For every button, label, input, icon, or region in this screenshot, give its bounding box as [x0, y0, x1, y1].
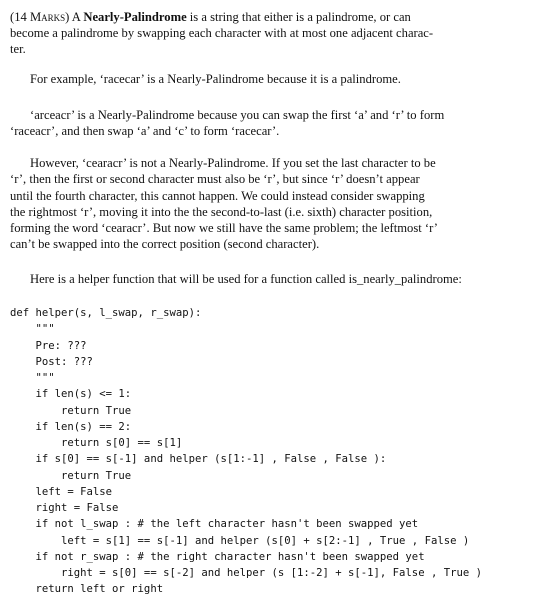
- code-line: if not r_swap : # the right character hasn't been swapped yet: [10, 550, 425, 563]
- helper-intro: Here is a helper function that will be used for a function called is_nearly_palindrome:: [30, 272, 462, 286]
- term-nearly-palindrome: Nearly-Palindrome: [83, 10, 187, 24]
- example-racecar: For example, ‘racecar’ is a Nearly-Palindrome because it is a palindrome.: [30, 72, 401, 86]
- code-line: Post: ???: [10, 355, 93, 368]
- code-line: return s[0] == s[1]: [10, 437, 183, 449]
- question-intro-line-2: become a palindrome by swapping each character with at most one adjacent charac-: [10, 26, 434, 40]
- example-arceacr-line-2: ‘raceacr’, and then swap ‘a’ and ‘c’ to form ‘racecar’.: [10, 124, 280, 138]
- code-line: if s[0] == s[-1] and helper (s[1:-1] , False , False ):: [10, 453, 387, 466]
- code-listing: [10, 305, 482, 598]
- counter-example-line-4: the rightmost ‘r’, moving it into the the second-to-last (i.e. sixth) character position,: [10, 205, 433, 219]
- code-line: left = False: [10, 485, 113, 498]
- code-line: if not l_swap : # the left character hasn't been swapped yet: [10, 518, 419, 531]
- code-line: return True: [10, 469, 132, 482]
- question-intro-rest: is a string that either is a palindrome, or can: [186, 10, 411, 24]
- question-number-open: (14: [10, 10, 30, 24]
- question-intro-line-1: [10, 10, 411, 24]
- question-intro-line-3: ter.: [10, 42, 26, 56]
- code-line: left = s[1] == s[-1] and helper (s[0] + s[2:-1] , True , False ): [10, 534, 470, 547]
- code-line: """: [10, 372, 55, 384]
- code-line: if len(s) <= 1:: [10, 388, 132, 401]
- marks-label: Marks: [29, 10, 66, 24]
- code-line: if len(s) == 2:: [10, 420, 132, 433]
- example-arceacr-line-1: ‘arceacr’ is a Nearly-Palindrome because you can swap the first ‘a’ and ‘r’ to form: [30, 108, 445, 122]
- code-line: Pre: ???: [10, 339, 87, 352]
- question-intro-mid: ) A: [65, 10, 84, 24]
- counter-example-line-5: forming the word ‘cearacr’. But now we still have the same problem; the leftmost ‘r’: [10, 221, 438, 235]
- code-line: def helper(s, l_swap, r_swap):: [10, 307, 202, 319]
- code-line: """: [10, 323, 55, 336]
- counter-example-line-1: However, ‘cearacr’ is not a Nearly-Palindrome. If you set the last character to be: [30, 156, 436, 170]
- code-line: right = False: [10, 502, 119, 514]
- counter-example-line-6: can’t be swapped into the correct position (second character).: [10, 237, 320, 251]
- code-line: return True: [10, 404, 132, 417]
- counter-example-line-3: until the fourth character, this cannot happen. We could instead consider swapping: [10, 189, 425, 203]
- code-line: return left or right: [10, 583, 164, 596]
- code-line: right = s[0] == s[-2] and helper (s [1:-2] + s[-1], False , True ): [10, 567, 482, 579]
- counter-example-line-2: ‘r’, then the first or second character must also be ‘r’, but since ‘r’ doesn’t appear: [10, 172, 420, 186]
